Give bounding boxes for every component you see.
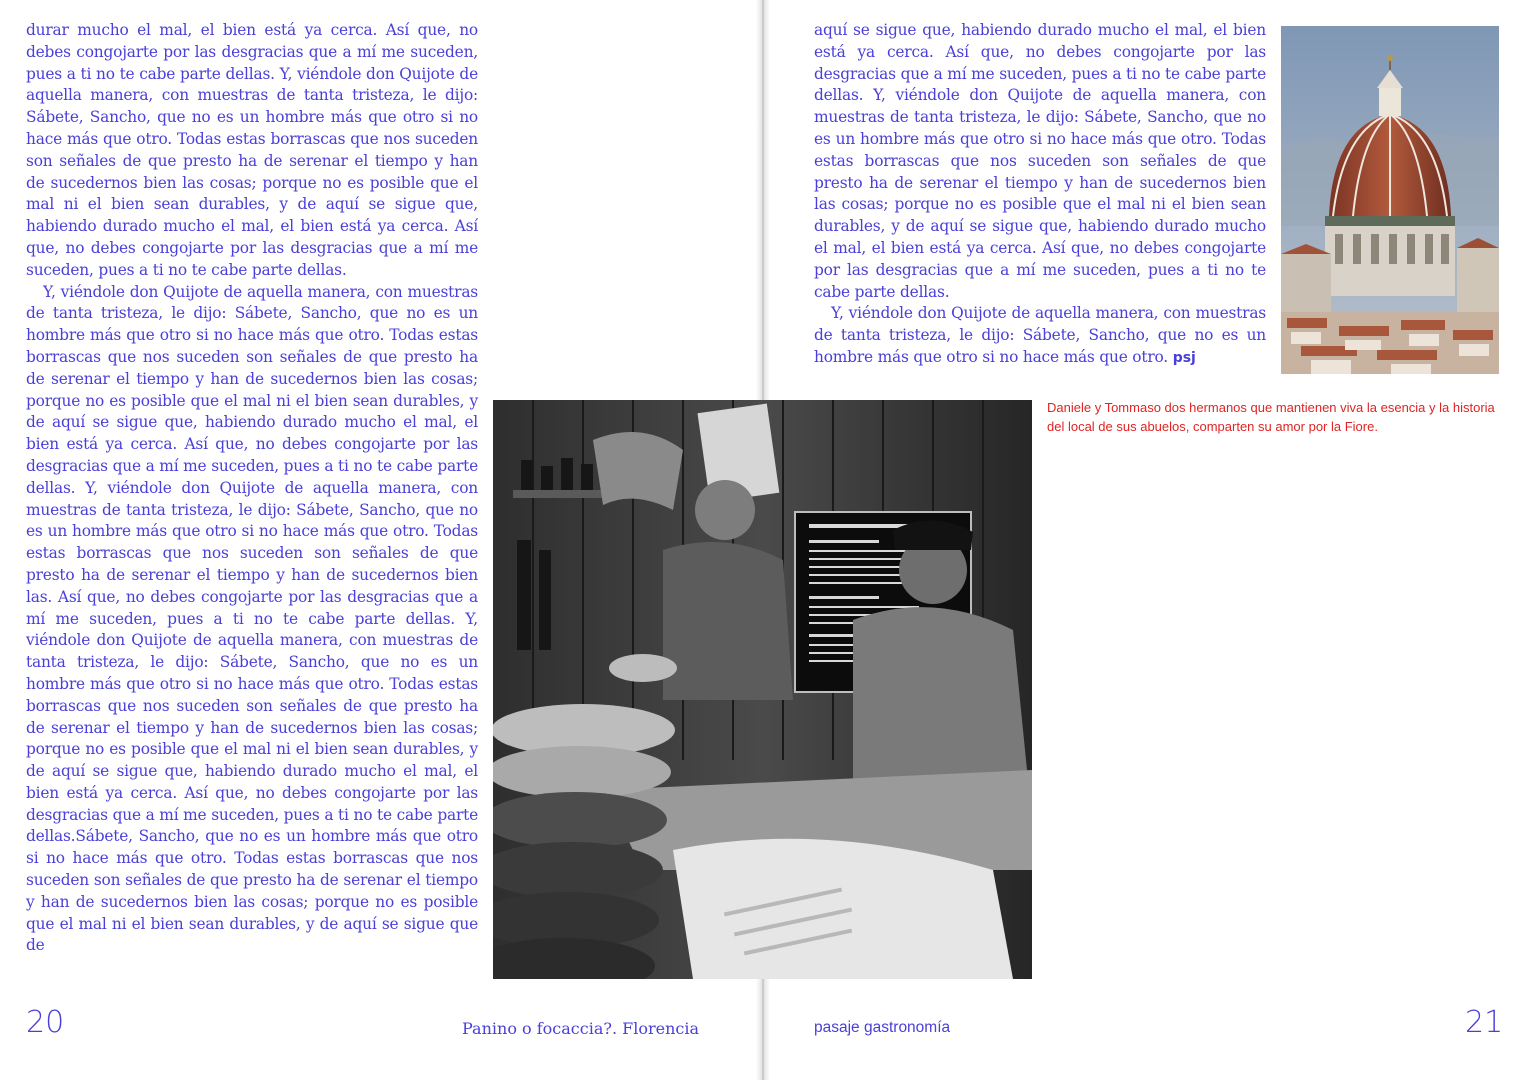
cathedral-dome-illustration bbox=[1281, 26, 1499, 374]
author-signature: psj bbox=[1172, 349, 1196, 366]
page-number-left: 20 bbox=[26, 1005, 65, 1040]
right-body-text bbox=[814, 20, 1266, 370]
photo-caption: Daniele y Tommaso dos hermanos que mantienen viva la esencia y la historia del local de sus abuelos, comparten su amor por la Fiore. bbox=[1047, 400, 1495, 434]
left-body-text bbox=[26, 20, 478, 957]
left-paragraph-1: durar mucho el mal, el bien está ya cerca. Así que, no debes congojarte por las desgracias que a mí me suceden, pues a ti no te cabe parte dellas. Y, viéndole don Quijote de aquella manera, con muestras de tanta tristeza, le dijo: Sábete, Sancho, que no es un hombre más que otro si no hace más que otro. Todas estas borrascas que nos suceden son señales de que presto ha de serenar el tiempo y han de sucedernos bien las cosas; porque no es posible que el mal ni el bien sean durables, y de aquí se sigue que, habiendo durado mucho el mal, el bien está ya cerca. Así que, no debes congojarte por las desgracias que a mí me suceden, pues a ti no te cabe parte dellas. bbox=[26, 21, 478, 279]
focacceria-bakers-photo bbox=[493, 400, 1032, 979]
right-paragraph-1: aquí se sigue que, habiendo durado mucho el mal, el bien está ya cerca. Así que, no debes congojarte por las desgracias que a mí me suceden, pues a ti no te cabe parte dellas. Y, viéndole don Quijote de aquella manera, con muestras de tanta tristeza, le dijo: Sábete, Sancho, que no es un hombre más que otro si no hace más que otro. Todas estas borrascas que nos suceden son señales de que presto ha de serenar el tiempo y han de sucedernos bien las cosas; porque no es posible que el mal ni el bien sean durables, y de aquí se sigue que, habiendo durado mucho el mal, el bien está ya cerca. Así que, no debes congojarte por las desgracias que a mí me suceden, pues a ti no te cabe parte dellas. bbox=[814, 21, 1266, 301]
running-head-left: Panino o focaccia?. Florencia bbox=[462, 1019, 700, 1038]
page-number-right: 21 bbox=[1465, 1005, 1504, 1040]
right-paragraph-2 bbox=[814, 303, 1266, 369]
left-paragraph-2: Y, viéndole don Quijote de aquella manera, con muestras de tanta tristeza, le dijo: Sábete, Sancho, que no es un hombre más que otro si no hace más que otro. Todas estas borrascas que nos suceden son señales de que presto ha de serenar el tiempo y han de sucedernos bien las cosas; porque no es posible que el mal ni el bien sean durables, y de aquí se sigue que, habiendo durado mucho el mal, el bien está ya cerca. Así que, no debes congojarte por las desgracias que a mí me suceden, pues a ti no te cabe parte dellas. Y, viéndole don Quijote de aquella manera, con muestras de tanta tristeza, le dijo: Sábete, Sancho, que no es un hombre más que otro si no hace más que otro. Todas estas borrascas que nos suceden son señales de que presto ha de serenar el tiempo y han de sucedernos bien las. Así que, no debes congojarte por las desgracias que a mí me suceden, pues a ti no te cabe parte dellas. Y, viéndole don Quijote de aquella manera, con muestras de tanta tristeza, le dijo: Sábete, Sancho, que no es un hombre más que otro si no hace más que otro. Todas estas borrascas que nos suceden son señales de que presto ha de serenar el tiempo y han de sucedernos bien las cosas; porque no es posible que el mal ni el bien sean durables, y de aquí se sigue que, habiendo durado mucho el mal, el bien está ya cerca. Así que, no debes congojarte por las desgracias que a mí me suceden, pues a ti no te cabe parte dellas.Sábete, Sancho, que no es un hombre más que otro si no hace más que otro. Todas estas borrascas que nos suceden son señales de que presto ha de serenar el tiempo y han de sucedernos bien las cosas; porque no es posible que el mal ni el bien sean durables, y de aquí se sigue que de bbox=[26, 282, 478, 955]
florence-cathedral-photo bbox=[1281, 26, 1499, 374]
right-paragraph-2-text: Y, viéndole don Quijote de aquella manera, con muestras de tanta tristeza, le dijo: Sábete, Sancho, que no es un hombre más que otro si no hace más que otro. bbox=[814, 304, 1266, 366]
running-head-right: pasaje gastronomía bbox=[814, 1019, 951, 1036]
bakers-illustration bbox=[493, 400, 1032, 979]
